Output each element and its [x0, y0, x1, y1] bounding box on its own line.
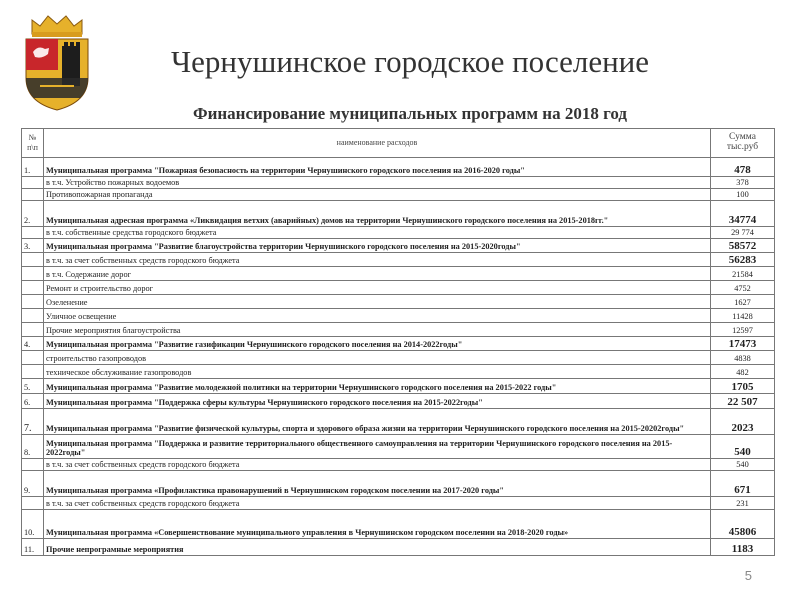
- coat-of-arms-icon: [18, 12, 96, 112]
- table-row: [22, 497, 775, 510]
- row-number: [22, 459, 44, 471]
- row-sum: 671: [711, 471, 775, 497]
- row-name: Муниципальная программа «Совершенствование муниципального управления в Чернушинском городском поселении на 2018-2020 годы»: [44, 510, 711, 539]
- row-name: Прочие непрограмные мероприятия: [44, 539, 711, 556]
- row-number: [22, 281, 44, 295]
- table-row: [22, 295, 775, 309]
- table-row: [22, 189, 775, 201]
- financing-table: [21, 128, 775, 556]
- row-sum: 4752: [711, 281, 775, 295]
- row-sum: 11428: [711, 309, 775, 323]
- table-row: [22, 323, 775, 337]
- table-header-row: [22, 129, 775, 158]
- page-title: Чернушинское городское поселение: [170, 44, 650, 79]
- row-sum: 231: [711, 497, 775, 510]
- table-row: [22, 281, 775, 295]
- row-name: в т.ч. Содержание дорог: [44, 267, 711, 281]
- row-number: 2.: [22, 201, 44, 227]
- table-row: [22, 459, 775, 471]
- row-number: 6.: [22, 394, 44, 409]
- row-number: [22, 227, 44, 239]
- row-sum: 540: [711, 459, 775, 471]
- row-number: 10.: [22, 510, 44, 539]
- column-header-number: № п\п: [22, 129, 44, 158]
- table-row: [22, 539, 775, 556]
- row-number: [22, 177, 44, 189]
- table-row: [22, 409, 775, 435]
- row-name: строительство газопроводов: [44, 351, 711, 365]
- column-header-sum: Сумма тыс.руб: [711, 129, 775, 158]
- table-body: [22, 158, 775, 556]
- row-sum: 29 774: [711, 227, 775, 239]
- row-name: техническое обслуживание газопроводов: [44, 365, 711, 379]
- row-sum: 540: [711, 435, 775, 459]
- table-row: [22, 471, 775, 497]
- row-number: [22, 365, 44, 379]
- row-number: [22, 323, 44, 337]
- row-name: Прочие мероприятия благоустройства: [44, 323, 711, 337]
- table-row: [22, 253, 775, 267]
- row-number: [22, 497, 44, 510]
- row-number: [22, 309, 44, 323]
- row-sum: 478: [711, 158, 775, 177]
- row-number: [22, 253, 44, 267]
- row-sum: 2023: [711, 409, 775, 435]
- row-sum: 58572: [711, 239, 775, 253]
- table-row: [22, 201, 775, 227]
- table-row: [22, 158, 775, 177]
- row-number: 7.: [22, 409, 44, 435]
- table-row: [22, 394, 775, 409]
- row-name: в т.ч. Устройство пожарных водоемов: [44, 177, 711, 189]
- row-sum: 21584: [711, 267, 775, 281]
- column-header-name: наименование расходов: [44, 129, 711, 158]
- row-name: Уличное освещение: [44, 309, 711, 323]
- row-name: Ремонт и строительство дорог: [44, 281, 711, 295]
- row-sum: 34774: [711, 201, 775, 227]
- row-number: 9.: [22, 471, 44, 497]
- table-row: [22, 510, 775, 539]
- table-row: [22, 379, 775, 394]
- row-name: Муниципальная программа «Профилактика правонарушений в Чернушинском городском поселении на 2017-2020 годы": [44, 471, 711, 497]
- table-row: [22, 239, 775, 253]
- page-number: 5: [744, 568, 752, 583]
- row-number: [22, 295, 44, 309]
- row-name: Муниципальная программа "Развитие молодежной политики на территории Чернушинского городского поселения на 2015-2022 годы": [44, 379, 711, 394]
- row-sum: 22 507: [711, 394, 775, 409]
- row-sum: 1627: [711, 295, 775, 309]
- row-name: в т.ч. собственные средства городского бюджета: [44, 227, 711, 239]
- row-sum: 1705: [711, 379, 775, 394]
- table-row: [22, 267, 775, 281]
- row-number: 5.: [22, 379, 44, 394]
- row-sum: 378: [711, 177, 775, 189]
- row-name: Муниципальная программа "Пожарная безопасность на территории Чернушинского городского поселения на 2016-2020 годы": [44, 158, 711, 177]
- row-name: в т.ч. за счет собственных средств городского бюджета: [44, 459, 711, 471]
- row-sum: 45806: [711, 510, 775, 539]
- row-sum: 100: [711, 189, 775, 201]
- row-sum: 56283: [711, 253, 775, 267]
- row-number: 3.: [22, 239, 44, 253]
- table-row: [22, 351, 775, 365]
- row-name: Муниципальная программа "Развитие газификации Чернушинского городского поселения на 2014-2022годы": [44, 337, 711, 351]
- row-number: 1.: [22, 158, 44, 177]
- row-sum: 482: [711, 365, 775, 379]
- row-name: Муниципальная программа "Поддержка сферы культуры Чернушинского городского поселения на 2015-2022годы": [44, 394, 711, 409]
- row-name: в т.ч. за счет собственных средств городского бюджета: [44, 253, 711, 267]
- row-name: Озеленение: [44, 295, 711, 309]
- row-name: в т.ч. за счет собственных средств городского бюджета: [44, 497, 711, 510]
- page-subtitle: Финансирование муниципальных программ на 2018 год: [192, 104, 627, 123]
- row-name: Муниципальная адресная программа «Ликвидация ветхих (аварийных) домов на территории Чернушинского городского поселения на 2015-2018гг.": [44, 201, 711, 227]
- table-row: [22, 177, 775, 189]
- row-number: [22, 189, 44, 201]
- row-name: Муниципальная программа "Развитие физической культуры, спорта и здорового образа жизни на территории Чернушинского городского поселения на 2015-20202годы": [44, 409, 711, 435]
- table-row: [22, 309, 775, 323]
- table-row: [22, 227, 775, 239]
- row-sum: 1183: [711, 539, 775, 556]
- row-number: 11.: [22, 539, 44, 556]
- row-number: 4.: [22, 337, 44, 351]
- row-sum: 12597: [711, 323, 775, 337]
- table-row: [22, 435, 775, 459]
- table-row: [22, 365, 775, 379]
- row-number: [22, 351, 44, 365]
- row-number: [22, 267, 44, 281]
- table-row: [22, 337, 775, 351]
- row-sum: 17473: [711, 337, 775, 351]
- row-name: Муниципальная программа "Развитие благоустройства территории Чернушинского городского поселения на 2015-2020годы": [44, 239, 711, 253]
- row-name: Муниципальная программа "Поддержка и развитие территориального общественного самоуправления на территории Чернушинского городского поселения на 2015-2022годы": [44, 435, 711, 459]
- row-number: 8.: [22, 435, 44, 459]
- row-name: Противопожарная пропаганда: [44, 189, 711, 201]
- row-sum: 4838: [711, 351, 775, 365]
